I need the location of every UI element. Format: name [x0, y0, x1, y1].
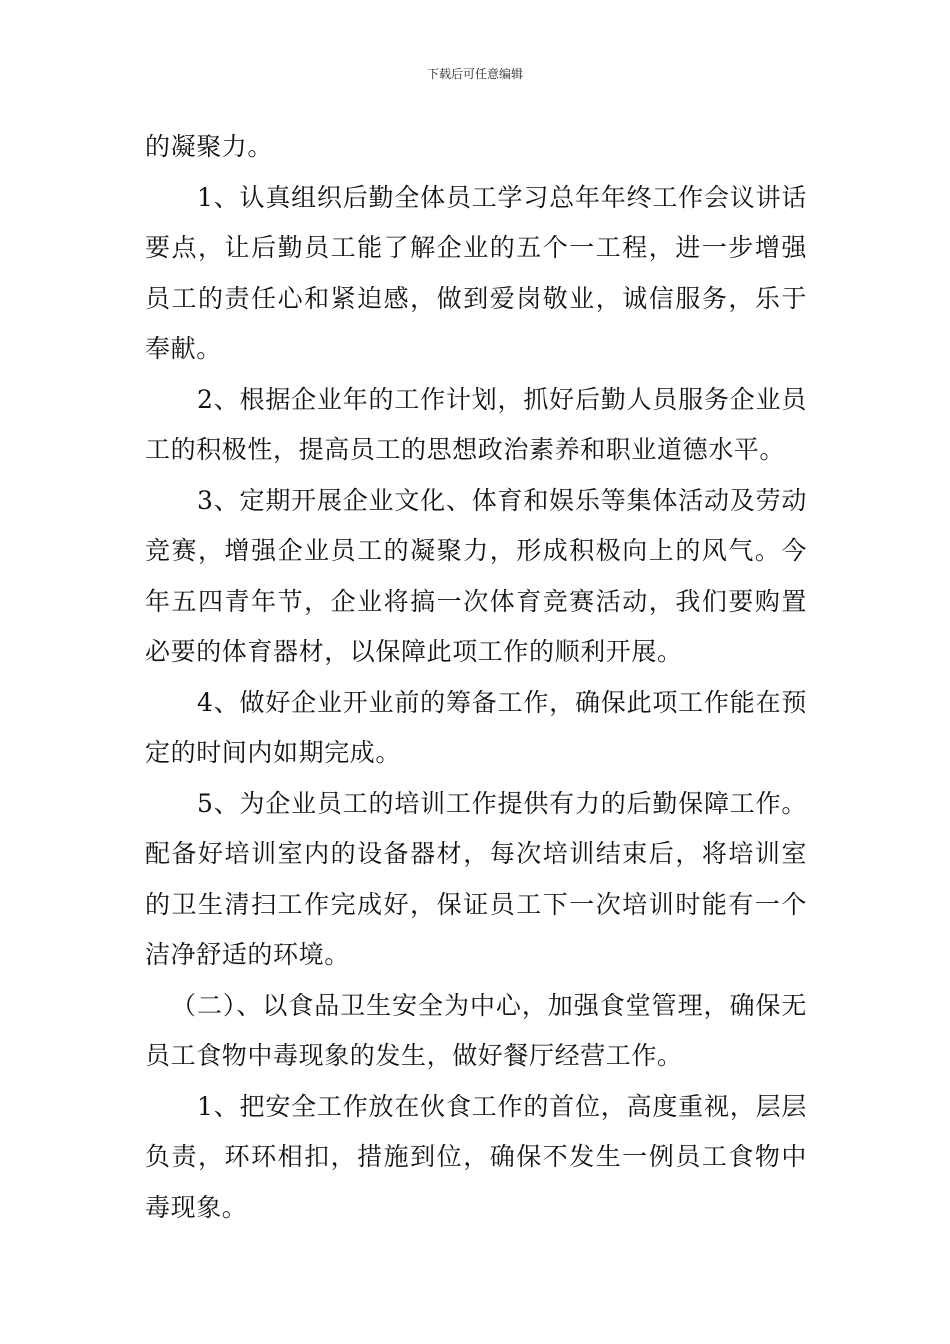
- paragraph-item-2: 2、根据企业年的工作计划，抓好后勤人员服务企业员工的积极性，提高员工的思想政治素养和职业道德水平。: [145, 384, 807, 464]
- paragraph-item-3: 3、定期开展企业文化、体育和娱乐等集体活动及劳动竞赛，增强企业员工的凝聚力，形成积极向上的风气。今年五四青年节，企业将搞一次体育竞赛活动，我们要购置必要的体育器材，以保障此项工作的顺利开展。: [145, 485, 807, 666]
- paragraph-item-1: 1、认真组织后勤全体员工学习总年年终工作会议讲话要点，让后勤员工能了解企业的五个一工程，进一步增强员工的责任心和紧迫感，做到爱岗敬业，诚信服务，乐于奉献。: [145, 182, 807, 363]
- paragraph-item-5: 5、为企业员工的培训工作提供有力的后勤保障工作。配备好培训室内的设备器材，每次培训结束后，将培训室的卫生清扫工作完成好，保证员工下一次培训时能有一个洁净舒适的环境。: [145, 788, 807, 969]
- document-body: [145, 122, 807, 1233]
- paragraph-item-4: 4、做好企业开业前的筹备工作，确保此项工作能在预定的时间内如期完成。: [145, 687, 807, 767]
- section-heading-2: （二）、以食品卫生安全为中心，加强食堂管理，确保无员工食物中毒现象的发生，做好餐厅经营工作。: [145, 990, 807, 1070]
- page-header: 下载后可任意编辑: [426, 67, 523, 81]
- paragraph-section2-item-1: 1、把安全工作放在伙食工作的首位，高度重视，层层负责，环环相扣，措施到位，确保不发生一例员工食物中毒现象。: [145, 1091, 807, 1222]
- paragraph-continuation: 的凝聚力。: [145, 132, 274, 161]
